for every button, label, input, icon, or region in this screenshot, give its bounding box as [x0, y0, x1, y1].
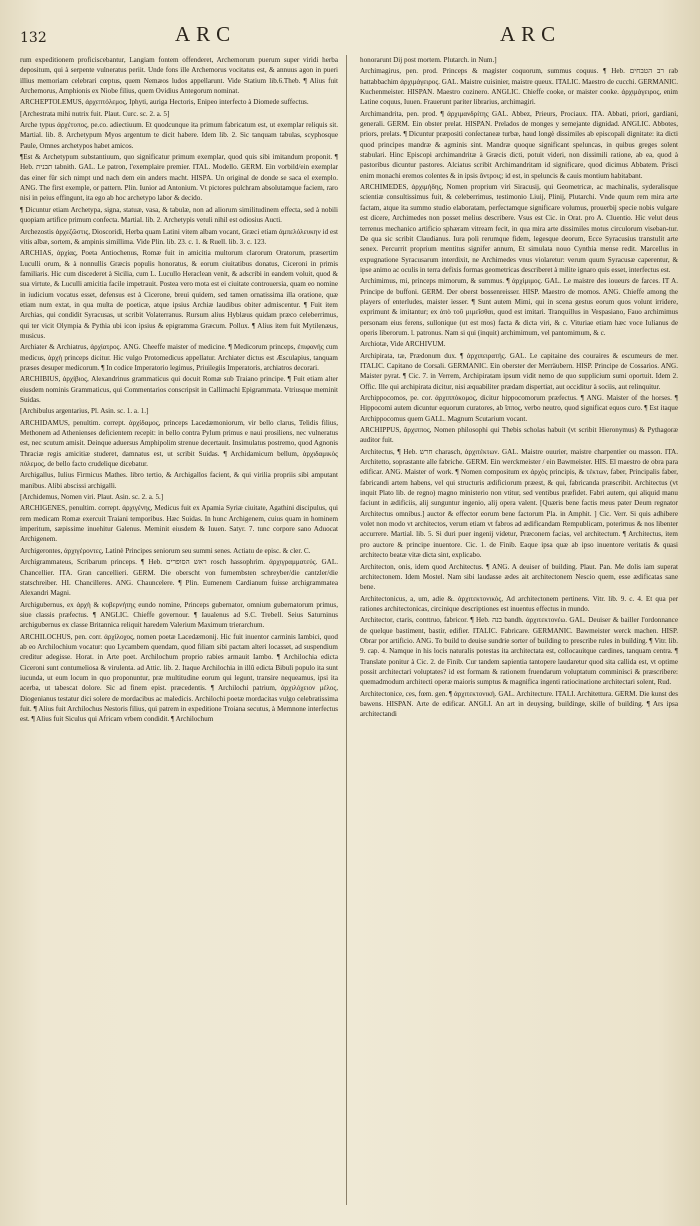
left-column — [20, 55, 338, 1215]
dictionary-entry: ARCHIBIUS, ἀρχίβιος, Alexandrinus grammaticus qui docuit Romæ sub Traiano principe. ¶ Fuit etiam alter eiusdem nominis Grammaticus, qui Commentarios conscripsit in Callimachi Epigrammata. Vtriusque meminit Suidas. — [20, 375, 338, 404]
dictionary-entry: Archiater & Archiatrus, ἀρχίατρος. ANG. Cheeffe maister of medicine. ¶ Medicorum princeps, ἐπιφανής cum medicus, ἀρχὴ princeps dicitur. Hic vulgo Protomedicus appellatur. Archiater dictus est Æsculapius, tanquam præses desuper medicorum. ¶ In codice Imperatorio legimus, Priuilegiis Imperatoris, archiatros decorari. — [20, 343, 338, 372]
dictionary-entry: Archigubernus, ex ἀρχὴ & κυβερνήτης eundo nomine, Princeps gubernator, omnium gubernatorum primus, siue classis præfectus. ¶ ANGLIC. Chieffe governour. ¶ Iaualenus ad S.C. Trebell. Seius Saturninus archigubernus ex classe Britannica reliquit haredem Valerium Maximum trierarchum. — [20, 600, 338, 630]
dictionary-entry: Architectonice, ces, fœm. gen. ¶ ἀρχιτεκτονική. GAL. Architecture. ITALI. Architettura. GERM. Die kunst des bawens. HISPAN. Arte de edificar. ANGLI. An art in deuysing, buildinge, skille of building. ¶ Ars ipsa architectandi — [360, 689, 678, 719]
page-number: 132 — [20, 30, 47, 46]
running-head-left: ARC — [175, 22, 237, 46]
dictionary-entry: Architectus, ¶ Heb. חרש charasch, ἀρχιτέκτων. GAL. Maistre ouurier, maistre charpentier ou masson. ITA. Architetto, soprastante alle fabriche. GERM. Ein werckmeister / ein Bawmeister. HIS. El maestro de obra para edificar. ANG. Maister of work. ¶ Nomen compositum ex ἀρχὸς principis, & τέκτων, faber, Principalis faber, fabricandi artem habens, vel qui structuris ædificiorum præest, & qui, fabricanda præscribit. Architectus (vt inquit Plato lib. de regno) magno ministerio non vtitur, sed ventibus præfidet. Fabri autem, qui aliquid manu faciunt in ædificiis, alij sunguntur ingenio, alij opera valent. [Quæris bene factis meus pater Deum regnator Architectus omnibus.] auctor & effector eorum bene factorum Pla. in Amphit. ] Cic. Verr. Si quis adhibere volet non modo vt architectos, verum etiam vt fabros ad ædificandam Rempublicam, poterimus & nos libenter accurrere. Martial. lib. 5. Si duri puer ingenij videtur, Præconem facias, vel architectum. ¶ Architectus, item pro auctore & principe inuentore. Cic. 1. de Finib. Eaque ipsa quæ ab ipso inuentore veritatis & quasi architecto beatæ vitæ dicta sint, explicabo. — [360, 447, 678, 560]
dictionary-entry: Architecton, onis, idem quod Architectus. ¶ ANG. A deuiser of building. Plaut. Pan. Me dolis iam superat architectonem. Idem Mostel. Nam sibi laudasse ædes ait architectonem Nescio quem, esse ædificatas sane bene. — [360, 562, 678, 592]
dictionary-entry: ARCHIDAMUS, penultim. corrept. ἀρχίδαμος, princeps Lacedæmoniorum, vir bello clarus, Telidis filius, Methonem ad Athenienses deficientem recepit: in bello contra Pylum primus e naui prosiliens, nec vulneratus est, nec scutum amisit. Deinque aduersus Amphipolim strenue decertauit. Insimulatus postremo, quod Agnonis Thraciæ regis amicitiæ studeret, damnatus est, ut scribit Suidas. ¶ Archidamicum bellum, ἀρχιδαμικὸς πόλεμος, de bello facto crudelique dicebatur. — [20, 418, 338, 469]
dictionary-entry: Architector, ctaris, conttruo, fabricor. ¶ Heb. בנה bandh. ἀρχιτεκτονέω. GAL. Deuiser & bailler l'ordonnance de quelque bastiment, bastir, edifier. ITALIC. Fabricare. GERMANIC. Bawmeister werck machen. HISP. Obrar por artificio. ANG. To build to deuise sundrie sorter of building to prescribe rules in building. ¶ Vitr. lib. 9. cap. 4. Namque in his locis naturalis potestas ita architectata est, collocauitque cardines, tanquam centra. ¶ Translate ponitur à Cic. 2. de Finib. Cur tandem sapientia tantopere laudaretur quod sita callida est, vt optime possit architectari voluptates? id est formam & rationem fruendarum voluptatum comminisci & præscribere: quemadmodum architecti operæ maioris sumptus & magnifica ingenti ratiocinatione architectari solent, Rud. — [360, 616, 678, 687]
dictionary-entry: Archigrammateus, Scribarum princeps. ¶ Heb. ראש הסופרים rosch hassophrim. ἀρχιγραμματεύς. GAL. Chancellier. ITA. Gran cancellieri. GERM. Die oberscht von furnembsten schreyber/die cantzler/die statschreiber. HI. Chancilleres. ANG. Chauncelere. ¶ Plin. Eumenem Cardianum fuisse archigrammatea Alexandri Magni. — [20, 558, 338, 598]
dictionary-entry: Archiotæ, Vide ARCHIVUM. — [360, 340, 446, 349]
dictionary-entry: [Archibulus argentarius, Pl. Asin. sc. 1. a. 1.] — [20, 407, 149, 416]
column-divider — [346, 55, 347, 1205]
dictionary-entry: ARCHIAS, ἀρχίας, Poeta Antiochenus, Romæ fuit in amicitia multorum clarorum Oratorum, præsertim Luculli orum, & à nonnullis Græcis populis honoratus, & eorum ciuitatibus donatus, Ciceroni in primis familiaris. Hic cum discederet à Sicilia, cum L. Lucullo Heraclean venit, & adscribi in eandem voluit, quod & sua virtute, & Luculli amicitia facile impetrauit. Postea vero mota est ei ciuitate controuersia, quam eo nomine in iudicium vocatus esset, defensus est à Cicerone, breui quidem, sed tamen ornatissima illa oratione, quæ etiam num extat, in qua multa de poeticæ, atque ipsius Archiæ laudibus obiter admiscentur. ¶ Fuit item Archias, qui condidit Syracusas, ut scribit Volaterranus. Rursum alius Hyblæus quidam præco celeberrimus, qui ter vicit Olympia & Pythia ubi icon ipsius & epigramma Græcum. Pollux. ¶ Alius item fuit Mytilenæus, musicus. — [20, 249, 338, 340]
dictionary-entry: Archigerontes, ἀρχιγέροντες, Latinè Principes seniorum seu summi senes. Actiatu de episc. & cler. C. — [20, 546, 311, 555]
dictionary-entry: honorarunt Dij post mortem. Plutarch. in Num.] — [360, 56, 497, 64]
dictionary-entry: [Archidemus, Nomen viri. Plaut. Asin. sc. 2. a. 5.] — [20, 493, 164, 502]
dictionary-entry: Arche typus ἀρχέτυπος, pe.co. adiectiuum. Et quodcunque ita primum fabricatum est, ut exemplar reliquis sit. Martial. lib. 8. Archetypum Myos argentum te dicit habere. Idem lib. 2. Sic tanquam tabulas, scyphosque Paule, Omnes archetypos habet amicos. — [20, 121, 338, 150]
dictionary-entry: ARCHEPTOLEMUS, ἀρχεπτόλεμος, Iphyti, auriga Hectoris, Enipeo interfecto à Diomede suffectus. — [20, 98, 309, 107]
running-head-right: ARC — [500, 22, 562, 46]
dictionary-entry: [Archestrata mihi nutrix fuit. Plaut. Curc. sc. 2. a. 5] — [20, 109, 170, 118]
dictionary-entry: ¶ Dicuntur etiam Archetypa, signa, statuæ, vasa, & tabulæ, non ad aliorum similitudinem effecta, sed à nobili quopiam artifice primum confecta. Martial. lib. 2. Archetypis vetuli nihil est odiosius Aucti. — [20, 205, 338, 225]
dictionary-entry: Archimandrita, pen. prod. ¶ ἀρχιμανδρίτης GAL. Abbez, Prieurs, Prociaux. ITA. Abbati, priori, gardiani, generali. GERM. Ein obster prelat. HISPAN. Prelados de monges y semejante dignidad. ANGLIC. Abbotes, priors, prelats. ¶ Dicuntur præpositi conſectaneæ turbæ, haud longè dissimiles ab episcopali dignitate: ita dicti quod principes mandræ & agminis sint. Mandræ quoque significant speluncas, in quibus greges solent stabulari. Hinc Episcopi archimandritæ à Græcis dicti, potuit videri, non dissimili ratione, ab ea, quod à pastoribus dicuntur pastores. Alciatus scribit Archimandritam id significare, quod dicimus Abbatem. Prisci enim monachi eremos colentes & in ipsis ἄντροις; id est, in speluncis & cauis montium habitabant. — [360, 109, 678, 180]
dictionary-entry: Archigallus, Iulius Firmicus Mathes. libro tertio, & Archigallos facient, & qui virilia propriis sibi amputant manibus. Alibi abscissi archigalli. — [20, 471, 338, 490]
dictionary-entry: ARCHIGENES, penultim. corrept. ἀρχιγένης, Medicus fuit ex Apamia Syriæ ciuitate, Agathini discipulus, qui rem medicam Romæ exercuit Traiani temporibus. Hæc Suidas. In hunc Archigenem, cuius quam in hominem imperitum, sæpissime inuehitur Galenus. Meminit eiusdem & Iuuen. Satyr. 7. tunc corpore sano Aduocat Archigenem. — [20, 504, 338, 544]
dictionary-entry: Archimimus, mi, princeps mimorum, & summus. ¶ ἀρχίμιμος. GAL. Le maistre des ioueurs de farces. IT A. Principe de buffoni. GERM. Der oberst bossenreisser. HISP. Maestro de momos. ANG. Chieffe among the players of enterludes, maister iesser. ¶ Sunt autem Mimi, qui in scena gestus eorum quos volunt irridere, exprimunt & imitantur; ex ἀπὸ τοῦ μιμεῖσθαι, quod est imitari. Tranquillus in Vespasiano, Fauo archimimus personam eius ferens, sullonique (ut est mos) facta & dicta viri, & c. Vituriae etiam hæc voce Iulianus de operis liberorum. l. patronus. Nam si qui (inquit) archimimum, vel pantomimum, & c. — [360, 277, 678, 337]
dictionary-entry: ARCHIMEDES, ἀρχιμήδης, Nomen proprium viri Siracusij, qui Geometricæ, ac machinalis, syderalisque scientiæ consultissimus fuit, & celeberrimus, testimonio Liuij, Plinij, Plutarchi. Vnde quum rem mira arte factam, atque ita summo studio elaboratam, perfectamque significare volumus, prouerbij specie nobis vulgare est dicere, Archimedes non posset melius describere. Vsus est Cic. in Orat. pro A. Cluentio. Hic velut deus terrenus mechanico artificio sphæram vitream fecit, in qua mira arte dissimiles motus circulorum viseban-tur. De qua sic scribit Claudianus. Iura poli rerumque fidem, legesque deorum, Ecce Syracusius transtulit arte senex. Percurrit proprium mentitus signifer annum, Et simulata nouo Cynthia mense redit. Marcellus in expugnatione Syracusarum interdixit, ne Archimedes vnus violaretur: verum quum Syracusæ caperentur, & ipse animo ac oculis in terra defixis formas geometricas describeret à milite ignaro quis esset, interfectus est. — [360, 183, 678, 274]
dictionary-entry: Archipirata, tæ, Prædonum dux. ¶ ἀρχιπειρατής. GAL. Le capitaine des couraires & escumeurs de mer. ITALIC. Capitano de Corsali. GERMANIC. Ein oberster der Merräubern. HISP. Principe de Cossarios. ANG. Maister pyrat. ¶ Cic. 7. in Verrem, Archipiratam ipsum vidit nemo de quo supplicium sumi oportuit. Idem 2. Offic. Ille qui archipirata dicitur, nisi æquabiliter prædam dispertiat, aut occiditur à sociis, aut relinquitur. — [360, 351, 678, 391]
page-header — [0, 22, 700, 52]
dictionary-entry: ARCHIPPUS, ἄρχιππος, Nomen philosophi qui Thebis scholas habuit (vt scribit Hieronymus) & Pythagoræ auditor fuit. — [360, 426, 678, 445]
dictionary-entry: ARCHILOCHUS, pen. corr. ἀρχίλοχος, nomen poetæ Lacedæmonij. Hic fuit inuentor carminis Iambici, quod ab eo Archilochium vocatur: quo Lycambem quendam, quod filiam sibi pactam alteri locasset, ad suspendium creditur adegisse. Horat. in Arte poet. Archilochum proprio rabies armauit Iambo. ¶ Archilochia edicta Ciceroni sunt contumeliosa & virulenta. ad Attic. lib. 2. Itaque Archilochia in illū edicta Bibuli populo ita sunt iucunda, ut eum locum in quo proponuntur, præ multitudine eorum qui legunt, transire nequeamus, ipsi ita acerba, ut tabescat dolore. Sic ad finem epist. præcedentis. ¶ Archilochi patrium, ἀρχιλόχειον μέλος, Diogenianus testatur dici solere de mordacibus ac maledicis. Archilochi poetæ mordacitas vulgo celebratissima fuit. ¶ Alius fuit Archilochus Nestoris filius, qui patrem in expeditione Troiana secutus, à Memnone interfectus est. ¶ Alius fuit Siculus qui Africam vrbem condidit. ¶ Archilochum — [20, 632, 338, 724]
dictionary-entry: ¶Est & Archetypum substantiuum, quo significatur primum exemplar, quod quis sibi imitandum proponit. ¶ Heb. תבנית tabnith. GAL. Le patron, l'exemplaire premier. ITAL. Modello. GERM. Ein vorbild/ein exemplar das einer für sich nimpt und nach dem ein anders macht. HISPA. Un original de donde se saca el exemplo. ANG. The first exemple, or pattern. Plin. Iunior ad Antonium. Vt pictores pulchram absolutamque faciem, raro nisi in peius effingunt, ita ego ab hoc archetypo labor & decido. — [20, 153, 338, 203]
right-column — [360, 55, 678, 1215]
dictionary-entry: Architectonicus, a, um, adie &. ἀρχιτεκτονικός, Ad architectonem pertinens. Vitr. lib. 9. c. 4. Et qua per rationes architectonicas, circinique descriptiones est inuentus effectus in mundo. — [360, 594, 678, 613]
dictionary-entry: Archimagirus, pen. prod. Princeps & magister coquorum, summus coquus. ¶ Heb. רב הטבחים rab hattabbachim ἀρχιμάγειρος. GAL. Maistre cuisinier, maistre queux. ITALIC. Maestro de cucchi. GERMANIC. Kuchenmeister. HISPAN. Maestro cozinero. ANGLIC. Chieffe cooke, or maister cooke. ἀρχιμάγειρος, enim Latine coquus, Iuuen. Frauerunt pariter librarius, archimagiri. — [360, 67, 678, 107]
dictionary-entry: rum expeditionem proficiscebantur, Langiam fontem offenderet, Archemorum puerum super viridi herba depositum, qui à serpente vulneratus periit. Unde fons ille Archemorus vocitatus est, & annuus agon in pueri illius memoriam celebrari cœptus, quem Nemæos ludos appellarunt. Vide Statium lib.6.Theb. ¶ Alius fuit Archemorus, Amphionis ex Niobe filius, quem Ovidius Antegorum nominat. — [20, 56, 338, 96]
dictionary-entry: Archippocomos, pe. cor. ἀρχιππόκομος, dicitur hippocomorum præfectus. ¶ ANG. Maister of the horses. ¶ Hippocomi autem dicuntur equorum curatores, ab ἵππος, verbo neutro, quod significat equos curo. ¶ Est itaque Archippocomus quem GALL. Magnum Scutarium vocant. — [360, 394, 678, 423]
dictionary-entry: Archezostis ἀρχεζῶστις, Dioscoridi, Herba quam Latini vitem albam vocant, Græci etiam ἀμπελόλευκην id est vitis albæ, sortem, & ampinis simillima. Vide Plin. lib. 23. c. 1. & Ruell. lib. 3. c. 123. — [20, 227, 338, 246]
